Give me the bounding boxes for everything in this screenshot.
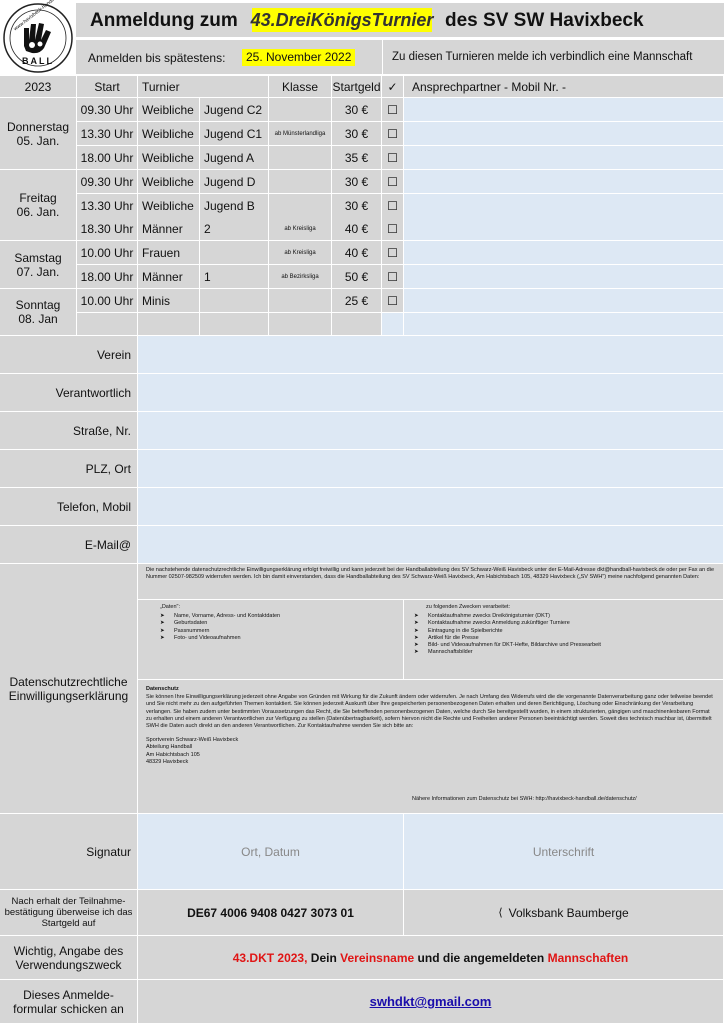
contact-input[interactable] bbox=[404, 217, 724, 241]
purpose-vereinsname: Vereinsname bbox=[340, 950, 415, 965]
purpose-dein: Dein bbox=[310, 950, 337, 965]
bullet-arrow-icon: ➤ bbox=[414, 627, 419, 634]
privacy-purpose-item-text: Bild- und Videoaufnahmen für DKT-Hefte, Bildarchive und Pressearbeit bbox=[428, 642, 601, 649]
bullet-arrow-icon: ➤ bbox=[414, 649, 419, 656]
commitment-text: Zu diesen Turnieren melde ich verbindlich eine Mannschaft bbox=[392, 51, 693, 63]
privacy-purpose-item bbox=[414, 635, 713, 642]
row-check-cell[interactable]: ☐ bbox=[382, 170, 404, 194]
purpose-mannschaften: Mannschaften bbox=[547, 950, 629, 965]
row-team-cell bbox=[200, 289, 269, 313]
bullet-arrow-icon: ➤ bbox=[160, 627, 165, 634]
row-class-cell: ab Kreisliga bbox=[269, 241, 332, 265]
privacy-purpose-box bbox=[404, 600, 724, 680]
privacy-purpose-item bbox=[414, 620, 713, 627]
tournament-header: Turnier bbox=[138, 76, 269, 98]
privacy-purpose-title: zu folgenden Zwecken verarbeitet: bbox=[426, 604, 511, 610]
privacy-purpose-item bbox=[414, 649, 713, 656]
row-check-cell[interactable]: ☐ bbox=[382, 194, 404, 218]
day-cell-thursday bbox=[0, 98, 77, 170]
logo bbox=[2, 2, 74, 74]
logo-ball-text: BALL bbox=[22, 56, 54, 66]
telefon-input[interactable] bbox=[138, 488, 724, 526]
fee-header: Startgeld bbox=[332, 76, 382, 98]
privacy-purpose-item-text: Artikel für die Presse bbox=[428, 634, 479, 641]
purpose-label-text: Wichtig, Angabe des Verwendungszweck bbox=[13, 943, 124, 972]
contact-input[interactable] bbox=[404, 289, 724, 313]
privacy-more-info: Nähere Informationen zum Datenschutz bei SWH: http://havixbeck-handball.de/datenschutz/ bbox=[412, 796, 637, 802]
bullet-arrow-icon: ➤ bbox=[160, 634, 165, 641]
arrow-left-icon: ⟨ bbox=[498, 907, 503, 919]
bullet-arrow-icon: ➤ bbox=[414, 634, 419, 641]
privacy-purpose-list bbox=[414, 613, 713, 656]
contact-input[interactable] bbox=[404, 122, 724, 146]
contact-input[interactable] bbox=[404, 194, 724, 218]
contact-input[interactable] bbox=[404, 265, 724, 289]
divider-line bbox=[382, 40, 383, 74]
empty-row-cell bbox=[269, 313, 332, 336]
row-check-cell[interactable]: ☐ bbox=[382, 241, 404, 265]
privacy-intro: Die nachstehende datenschutzrechtliche Einwilligungserklärung erfolgt freiwillig und kann jederzeit bei der Handballabteilung des SV Schwarz-Weiß Havixbeck unter der E-Mail-Adresse dkt@handball-havixbeck.de oder per Fax an die Nummer 02507-982509 widerrufen werden. Ich bin damit einverstanden, dass die Handballabteilung des SV Schwarz-Weiß Havixbeck, Am Habichtsbach 105, 48329 Havixbeck („SV SWH") meine nachfolgend genannten Daten: bbox=[146, 567, 715, 581]
privacy-data-title: „Daten": bbox=[160, 604, 180, 610]
row-start-cell: 18.00 Uhr bbox=[77, 265, 138, 289]
row-fee-cell: 30 € bbox=[332, 122, 382, 146]
privacy-intro-box bbox=[138, 564, 724, 600]
send-email-link[interactable]: swhdkt@gmail.com bbox=[369, 994, 492, 1009]
privacy-data-item bbox=[160, 628, 393, 635]
title-highlight bbox=[252, 8, 432, 32]
row-fee-cell: 40 € bbox=[332, 241, 382, 265]
row-start-cell: 18.30 Uhr bbox=[77, 217, 138, 241]
send-label bbox=[0, 980, 138, 1024]
row-class-cell bbox=[269, 170, 332, 194]
day-name: Sonntag bbox=[15, 298, 61, 312]
day-cell-friday bbox=[0, 170, 77, 241]
privacy-label bbox=[0, 564, 138, 814]
row-category-cell: Männer bbox=[138, 265, 200, 289]
day-name: Donnerstag bbox=[6, 119, 70, 134]
privacy-address-line: Sportverein Schwarz-Weiß Havixbeck bbox=[146, 737, 239, 744]
privacy-data-item-text: Passnummern bbox=[174, 627, 210, 634]
privacy-purpose-item-text: Mannschaftsbilder bbox=[428, 649, 473, 656]
row-category-cell: Minis bbox=[138, 289, 200, 313]
row-team-cell: Jugend B bbox=[200, 194, 269, 218]
row-fee-cell: 35 € bbox=[332, 146, 382, 170]
day-date: 08. Jan bbox=[18, 312, 58, 326]
contact-input[interactable] bbox=[404, 146, 724, 170]
send-label-text: Dieses Anmelde-formular schicken an bbox=[13, 987, 124, 1016]
row-category-cell: Männer bbox=[138, 217, 200, 241]
email-input[interactable] bbox=[138, 526, 724, 564]
row-check-cell[interactable]: ☐ bbox=[382, 146, 404, 170]
privacy-purpose-item-text: Kontaktaufnahme zwecks Dreikönigsturnier (DKT) bbox=[428, 613, 550, 620]
class-header: Klasse bbox=[269, 76, 332, 98]
row-check-cell[interactable]: ☐ bbox=[382, 98, 404, 122]
signature-placeholder: Unterschrift bbox=[532, 844, 595, 859]
privacy-data-item bbox=[160, 635, 393, 642]
row-fee-cell: 30 € bbox=[332, 98, 382, 122]
row-check-cell[interactable]: ☐ bbox=[382, 122, 404, 146]
row-start-cell: 10.00 Uhr bbox=[77, 241, 138, 265]
privacy-purpose-item bbox=[414, 628, 713, 635]
purpose-label bbox=[0, 936, 138, 980]
row-class-cell: ab Münsterlandliga bbox=[269, 122, 332, 146]
title-left: Anmeldung zum bbox=[90, 10, 238, 31]
row-fee-cell: 50 € bbox=[332, 265, 382, 289]
iban-value: DE67 4006 9408 0427 3073 01 bbox=[187, 905, 354, 920]
privacy-purpose-item bbox=[414, 613, 713, 620]
verein-input[interactable] bbox=[138, 336, 724, 374]
strasse-label: Straße, Nr. bbox=[0, 412, 138, 450]
plz-label: PLZ, Ort bbox=[0, 450, 138, 488]
bullet-arrow-icon: ➤ bbox=[414, 642, 419, 649]
empty-row-cell bbox=[332, 313, 382, 336]
row-fee-cell: 25 € bbox=[332, 289, 382, 313]
row-category-cell: Weibliche bbox=[138, 146, 200, 170]
bank-name: Volksbank Baumberge bbox=[508, 905, 629, 920]
row-team-cell: 1 bbox=[200, 265, 269, 289]
row-start-cell: 10.00 Uhr bbox=[77, 289, 138, 313]
row-team-cell: Jugend C1 bbox=[200, 122, 269, 146]
iban-cell bbox=[138, 890, 404, 936]
row-category-cell: Weibliche bbox=[138, 98, 200, 122]
contact-header: Ansprechpartner - Mobil Nr. - bbox=[404, 76, 724, 98]
check-header: ✓ bbox=[382, 76, 404, 98]
verantwortlich-input[interactable] bbox=[138, 374, 724, 412]
row-start-cell: 09.30 Uhr bbox=[77, 170, 138, 194]
contact-input[interactable] bbox=[404, 313, 724, 336]
email-label: E-Mail@ bbox=[0, 526, 138, 564]
telefon-label: Telefon, Mobil bbox=[0, 488, 138, 526]
row-class-cell bbox=[269, 289, 332, 313]
privacy-section-box bbox=[138, 680, 724, 814]
row-check-cell[interactable]: ☐ bbox=[382, 265, 404, 289]
row-start-cell: 09.30 Uhr bbox=[77, 98, 138, 122]
contact-input[interactable] bbox=[404, 241, 724, 265]
row-fee-cell: 30 € bbox=[332, 170, 382, 194]
row-check-cell[interactable]: ☐ bbox=[382, 217, 404, 241]
contact-input[interactable] bbox=[404, 98, 724, 122]
place-date-placeholder: Ort, Datum bbox=[241, 844, 300, 859]
row-team-cell bbox=[200, 241, 269, 265]
privacy-address bbox=[146, 737, 715, 766]
row-start-cell: 13.30 Uhr bbox=[77, 194, 138, 218]
row-class-cell bbox=[269, 98, 332, 122]
title-highlight-text: 43.DreiKönigsTurnier bbox=[250, 9, 434, 30]
send-email-cell bbox=[138, 980, 724, 1024]
day-date: 07. Jan. bbox=[16, 264, 60, 279]
empty-row-cell bbox=[200, 313, 269, 336]
privacy-data-item-text: Name, Vorname, Adress- und Kontaktdaten bbox=[174, 613, 281, 620]
signature-label: Signatur bbox=[0, 814, 138, 890]
year-header: 2023 bbox=[0, 76, 77, 98]
row-category-cell: Weibliche bbox=[138, 122, 200, 146]
row-team-cell: Jugend A bbox=[200, 146, 269, 170]
verein-label: Verein bbox=[0, 336, 138, 374]
title-right: des SV SW Havixbeck bbox=[445, 10, 644, 31]
row-team-cell: Jugend C2 bbox=[200, 98, 269, 122]
bullet-arrow-icon: ➤ bbox=[160, 620, 165, 627]
purpose-und: und die angemeldeten bbox=[417, 950, 545, 965]
empty-row-cell bbox=[138, 313, 200, 336]
row-category-cell: Frauen bbox=[138, 241, 200, 265]
verantwortlich-label: Verantwortlich bbox=[0, 374, 138, 412]
privacy-data-list bbox=[148, 613, 393, 642]
privacy-address-line: Am Habichtsbach 105 bbox=[146, 751, 200, 758]
day-date: 05. Jan. bbox=[16, 133, 60, 148]
row-fee-cell: 30 € bbox=[332, 194, 382, 218]
row-check-cell[interactable]: ☐ bbox=[382, 289, 404, 313]
privacy-address-line: Abteilung Handball bbox=[146, 744, 193, 751]
privacy-data-item-text: Foto- und Videoaufnahmen bbox=[174, 634, 241, 641]
privacy-purpose-item bbox=[414, 642, 713, 649]
row-fee-cell: 40 € bbox=[332, 217, 382, 241]
payment-label bbox=[0, 890, 138, 936]
bullet-arrow-icon: ➤ bbox=[160, 613, 165, 620]
day-date: 06. Jan. bbox=[16, 205, 60, 219]
empty-row-cell bbox=[77, 313, 138, 336]
row-category-cell: Weibliche bbox=[138, 194, 200, 218]
contact-input[interactable] bbox=[404, 170, 724, 194]
privacy-purpose-item-text: Kontaktaufnahme zwecks Anmeldung zukünftiger Turniere bbox=[428, 620, 570, 627]
row-team-cell: 2 bbox=[200, 217, 269, 241]
privacy-section-title: Datenschutz bbox=[146, 686, 179, 692]
bullet-arrow-icon: ➤ bbox=[414, 613, 419, 620]
strasse-input[interactable] bbox=[138, 412, 724, 450]
bullet-arrow-icon: ➤ bbox=[414, 620, 419, 627]
row-category-cell: Weibliche bbox=[138, 170, 200, 194]
signature-field[interactable] bbox=[404, 814, 724, 890]
row-start-cell: 13.30 Uhr bbox=[77, 122, 138, 146]
row-class-cell: ab Kreisliga bbox=[269, 217, 332, 241]
privacy-address-line: 48329 Havixbeck bbox=[146, 758, 189, 765]
day-name: Freitag bbox=[19, 191, 57, 205]
privacy-data-box bbox=[138, 600, 404, 680]
start-header: Start bbox=[77, 76, 138, 98]
row-class-cell bbox=[269, 146, 332, 170]
payment-label-text: Nach erhalt der Teilnahme-bestätigung überweise ich das Startgeld auf bbox=[4, 896, 133, 929]
privacy-label-text: Datenschutzrechtliche Einwilligungserklärung bbox=[8, 674, 129, 703]
row-class-cell: ab Bezirksliga bbox=[269, 265, 332, 289]
place-date-field[interactable] bbox=[138, 814, 404, 890]
privacy-purpose-item-text: Eintragung in die Spielberichte bbox=[428, 627, 503, 634]
purpose-dkt: 43.DKT 2023, bbox=[232, 950, 308, 965]
plz-input[interactable] bbox=[138, 450, 724, 488]
row-start-cell: 18.00 Uhr bbox=[77, 146, 138, 170]
deadline-value: 25. November 2022 bbox=[242, 49, 355, 66]
privacy-section-text: Sie können Ihre Einwilligungserklärung jederzeit ohne Angabe von Gründen mit Wirkung für die Zukunft ändern oder widerrufen. Je nach Umfang des Widerrufs wird die die vorgenannte Datenverarbeitung ganz oder teilweise beendet und Sie nicht mehr zu den aufgeführten Themen kontaktiert. Sie können jederzeit Auskunft über Ihre gespeicherten personenbezogenen Daten erhalten und deren Berichtigung, Löschung oder Einschränkung der Verarbeitung verlangen. Sie haben zudem unter bestimmten Voraussetzungen das Recht, die Sie betreffenden personenbezogenen Daten, welche durch Sie bereitgestellt wurden, in einem strukturierten, gängigen und maschinenlesbaren Format zu erhalten und einem anderen Verantwortlichen zur Verfügung zu stellen (Datenübertragbarkeit), sofern hiervon nicht die Rechte und Freiheiten anderer Personen beeinträchtigt werden. Soweit dies technisch machbar ist, übermittelt SWH die Daten auch direkt an den anderen Verantwortlichen. Zur Kontaktaufnahme wenden Sie sich bitte an: bbox=[146, 694, 713, 730]
row-class-cell bbox=[269, 194, 332, 218]
day-cell-sunday bbox=[0, 289, 77, 336]
privacy-data-item-text: Geburtsdaten bbox=[174, 620, 208, 627]
privacy-data-item bbox=[160, 613, 393, 620]
purpose-text bbox=[138, 936, 724, 980]
deadline-label: Anmelden bis spätestens: bbox=[88, 51, 226, 65]
bank-cell bbox=[404, 890, 724, 936]
empty-check-cell bbox=[382, 313, 404, 336]
privacy-data-item bbox=[160, 620, 393, 627]
day-cell-saturday bbox=[0, 241, 77, 289]
row-team-cell: Jugend D bbox=[200, 170, 269, 194]
day-name: Samstag bbox=[14, 250, 62, 265]
